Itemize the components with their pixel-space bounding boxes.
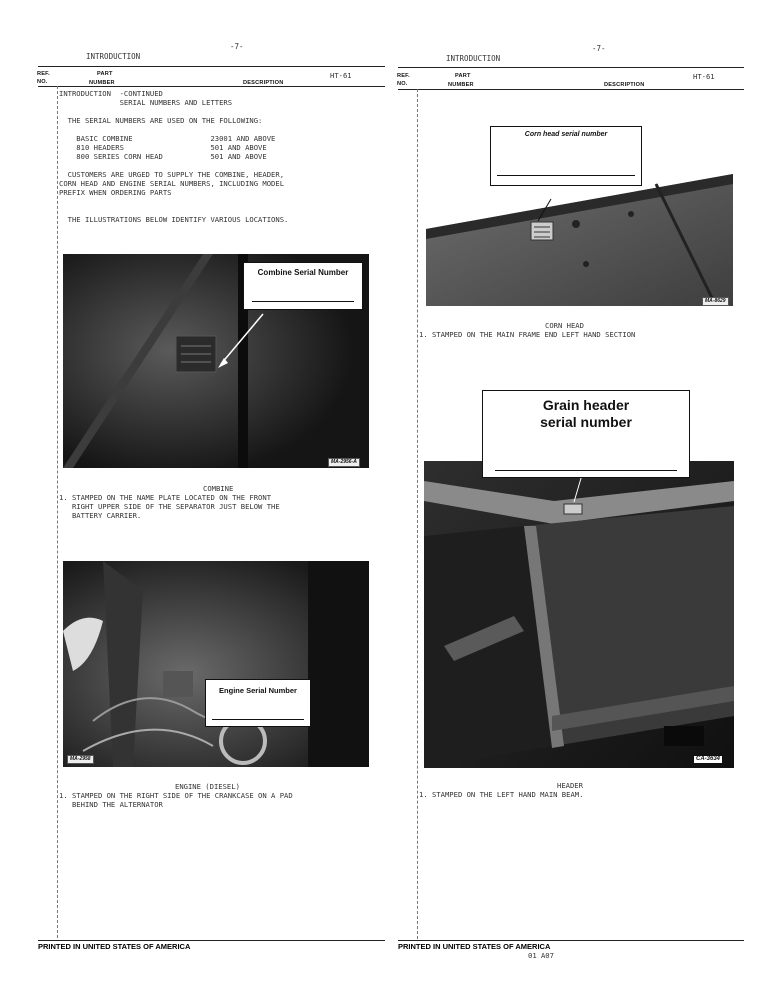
text-line: 810 HEADERS 501 AND ABOVE [59, 143, 267, 152]
left-footer-rule [38, 940, 385, 941]
caption-line: 1. STAMPED ON THE MAIN FRAME END LEFT HAND SECTION [419, 330, 636, 339]
text-line [59, 197, 288, 206]
left-body-text [59, 89, 288, 224]
engine-caption-title: ENGINE (DIESEL) [175, 782, 240, 791]
corn-head-caption-title: CORN HEAD [545, 321, 584, 330]
right-col-part: PART [455, 73, 471, 79]
callout-write-line [212, 719, 304, 720]
right-margin-divider [417, 89, 418, 939]
text-line: CUSTOMERS ARE URGED TO SUPPLY THE COMBINE, HEADER, [59, 170, 285, 179]
header-caption-title: HEADER [557, 781, 583, 790]
header-caption [419, 790, 583, 799]
engine-serial-callout [205, 679, 311, 727]
right-footer: PRINTED IN UNITED STATES OF AMERICA [398, 942, 551, 951]
text-line: CORN HEAD AND ENGINE SERIAL NUMBERS, INCLUDING MODEL [59, 179, 285, 188]
right-col-number: NUMBER [448, 82, 474, 88]
text-line [59, 161, 288, 170]
left-header-rule-top [38, 66, 385, 67]
left-col-ref: REF. [37, 71, 50, 77]
combine-caption-title: COMBINE [203, 484, 234, 493]
left-page-number: -7- [230, 42, 244, 51]
caption-line: BATTERY CARRIER. [59, 511, 142, 520]
corn-head-caption [419, 330, 635, 339]
text-line [59, 206, 288, 215]
left-section-title: INTRODUCTION [86, 52, 141, 61]
corn-head-photo [426, 124, 733, 306]
caption-line: 1. STAMPED ON THE NAME PLATE LOCATED ON THE FRONT [59, 493, 272, 502]
grain-header-serial-label-line1: Grain header [542, 397, 630, 413]
grain-header-photo [424, 386, 734, 768]
text-line: SERIAL NUMBERS AND LETTERS [59, 98, 233, 107]
caption-line: 1. STAMPED ON THE LEFT HAND MAIN BEAM. [419, 790, 584, 799]
text-line [59, 125, 288, 134]
combine-serial-label: Combine Serial Number [257, 268, 349, 277]
corn-head-figure-tag: MA-8629 [702, 297, 729, 306]
callout-write-line [495, 470, 677, 471]
right-footer-code: 01 A07 [528, 951, 554, 960]
engine-photo-art [63, 561, 369, 767]
right-header-rule-top [398, 67, 744, 68]
text-line [59, 107, 288, 116]
right-doc-code: HT-61 [693, 72, 715, 81]
text-line: 800 SERIES CORN HEAD 501 AND ABOVE [59, 152, 267, 161]
right-col-no: NO. [397, 81, 408, 87]
left-header-rule-bottom [38, 86, 385, 87]
combine-figure-tag: MA-2956-A [328, 458, 360, 467]
text-line: THE SERIAL NUMBERS ARE USED ON THE FOLLOWING: [59, 116, 263, 125]
callout-write-line [497, 175, 635, 176]
engine-figure-tag: MA-2958 [67, 755, 94, 764]
caption-line: RIGHT UPPER SIDE OF THE SEPARATOR JUST BELOW THE [59, 502, 280, 511]
right-header-rule-bottom [398, 89, 744, 90]
right-section-title: INTRODUCTION [446, 54, 501, 63]
right-col-description: DESCRIPTION [604, 82, 645, 88]
right-col-ref: REF. [397, 73, 410, 79]
corn-head-serial-callout [490, 126, 642, 186]
text-line: BASIC COMBINE 23001 AND ABOVE [59, 134, 276, 143]
caption-line: 1. STAMPED ON THE RIGHT SIDE OF THE CRANKCASE ON A PAD [59, 791, 293, 800]
grain-header-serial-callout [482, 390, 690, 478]
corn-head-serial-label: Corn head serial number [524, 131, 608, 138]
callout-write-line [252, 301, 354, 302]
right-footer-rule [398, 940, 744, 941]
combine-caption [59, 493, 280, 520]
left-col-no: NO. [37, 79, 48, 85]
left-doc-code: HT-61 [330, 71, 352, 80]
text-line: THE ILLUSTRATIONS BELOW IDENTIFY VARIOUS LOCATIONS. [59, 215, 289, 224]
text-line: PREFIX WHEN ORDERING PARTS [59, 188, 172, 197]
caption-line: BEHIND THE ALTERNATOR [59, 800, 163, 809]
left-col-number: NUMBER [89, 80, 115, 86]
left-col-description: DESCRIPTION [243, 80, 284, 86]
grain-header-serial-label-line2: serial number [540, 414, 632, 430]
text-line: INTRODUCTION -CONTINUED [59, 89, 163, 98]
left-footer: PRINTED IN UNITED STATES OF AMERICA [38, 942, 191, 951]
left-col-part: PART [97, 71, 113, 77]
combine-photo [63, 254, 369, 468]
engine-caption [59, 791, 293, 809]
grain-header-figure-tag: CA-3634 [696, 756, 721, 762]
right-page-number: -7- [592, 44, 606, 53]
engine-serial-label: Engine Serial Number [219, 686, 297, 695]
combine-serial-callout [243, 262, 363, 310]
left-margin-divider [57, 86, 58, 938]
engine-photo [63, 561, 369, 767]
